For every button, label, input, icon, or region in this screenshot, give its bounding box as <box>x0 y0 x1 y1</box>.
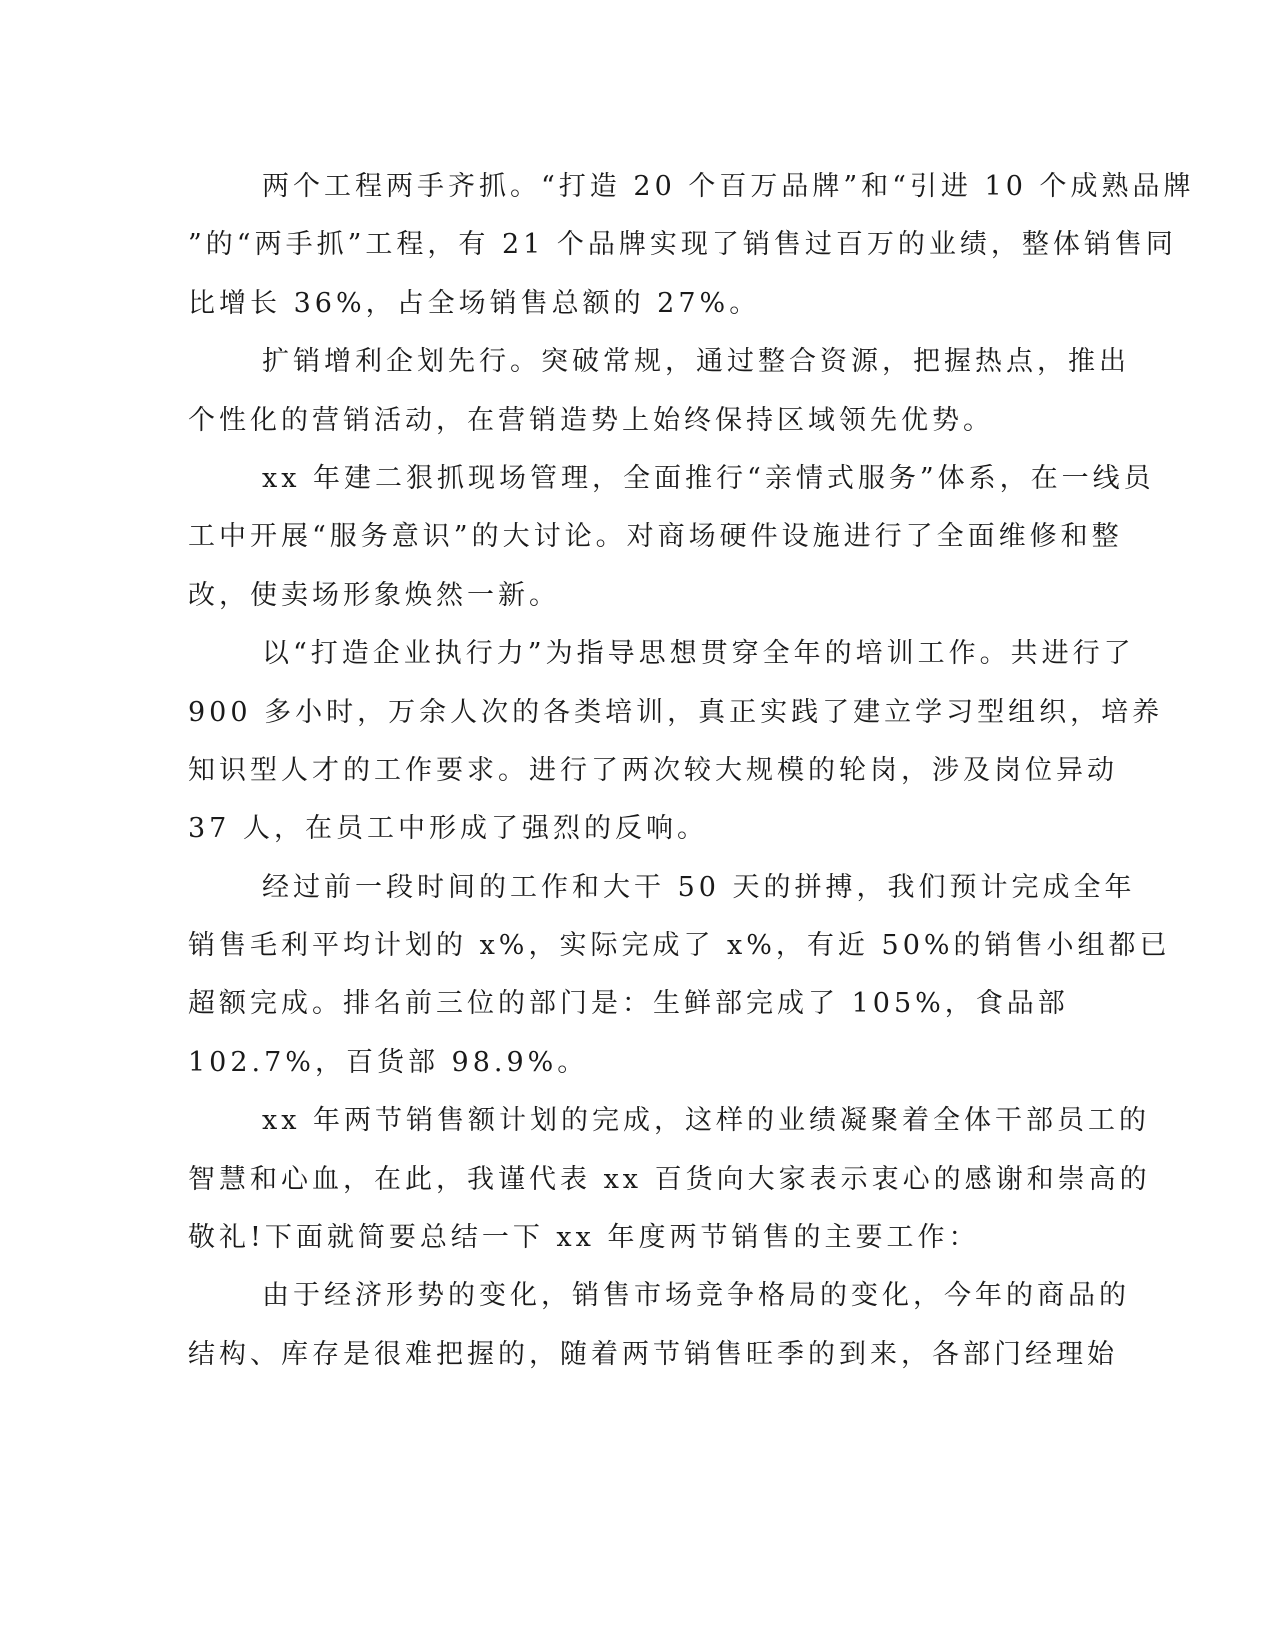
paragraph-2 <box>188 333 1130 450</box>
text-line: 智慧和心血，在此，我谨代表 xx 百货向大家表示衷心的感谢和崇高的 <box>188 1163 1151 1195</box>
paragraph-3 <box>188 450 1155 625</box>
text-line: 超额完成。排名前三位的部门是：生鲜部完成了 105%，食品部 <box>188 988 1069 1020</box>
paragraph-7 <box>188 1267 1130 1384</box>
text-line: 经过前一段时间的工作和大干 50 天的拼搏，我们预计完成全年 <box>262 871 1136 903</box>
text-line: 知识型人才的工作要求。进行了两次较大规模的轮岗，涉及岗位异动 <box>188 754 1118 786</box>
text-line: 37 人，在员工中形成了强烈的反响。 <box>188 813 708 845</box>
text-line: 由于经济形势的变化，销售市场竞争格局的变化，今年的商品的 <box>262 1280 1130 1312</box>
paragraph-5 <box>188 859 1171 1093</box>
text-line: 敬礼!下面就简要总结一下 xx 年度两节销售的主要工作： <box>188 1222 980 1254</box>
text-line: 销售毛利平均计划的 x%，实际完成了 x%，有近 50%的销售小组都已 <box>188 930 1171 962</box>
text-line: 比增长 36%，占全场销售总额的 27%。 <box>188 287 761 319</box>
text-line: 扩销增利企划先行。突破常规，通过整合资源，把握热点，推出 <box>262 346 1130 378</box>
text-line: 900 多小时，万余人次的各类培训，真正实践了建立学习型组织，培养 <box>188 696 1164 728</box>
text-line: 改，使卖场形象焕然一新。 <box>188 579 560 611</box>
text-line: xx 年两节销售额计划的完成，这样的业绩凝聚着全体干部员工的 <box>262 1105 1151 1137</box>
text-line: ”的“两手抓”工程，有 21 个品牌实现了销售过百万的业绩，整体销售同 <box>188 229 1177 261</box>
text-line: 以“打造企业执行力”为指导思想贯穿全年的培训工作。共进行了 <box>262 638 1135 670</box>
text-line: xx 年建二狠抓现场管理，全面推行“亲情式服务”体系，在一线员 <box>262 462 1155 494</box>
text-line: 结构、库存是很难把握的，随着两节销售旺季的到来，各部门经理始 <box>188 1338 1118 1370</box>
paragraph-4 <box>188 625 1164 859</box>
text-line: 个性化的营销活动，在营销造势上始终保持区域领先优势。 <box>188 404 994 436</box>
document-body <box>188 158 1195 1384</box>
paragraph-6 <box>188 1092 1151 1267</box>
paragraph-1 <box>188 158 1195 333</box>
text-line: 两个工程两手齐抓。“打造 20 个百万品牌”和“引进 10 个成熟品牌 <box>262 171 1195 202</box>
text-line: 102.7%，百货部 98.9%。 <box>188 1046 589 1078</box>
text-line: 工中开展“服务意识”的大讨论。对商场硬件设施进行了全面维修和整 <box>188 521 1123 553</box>
